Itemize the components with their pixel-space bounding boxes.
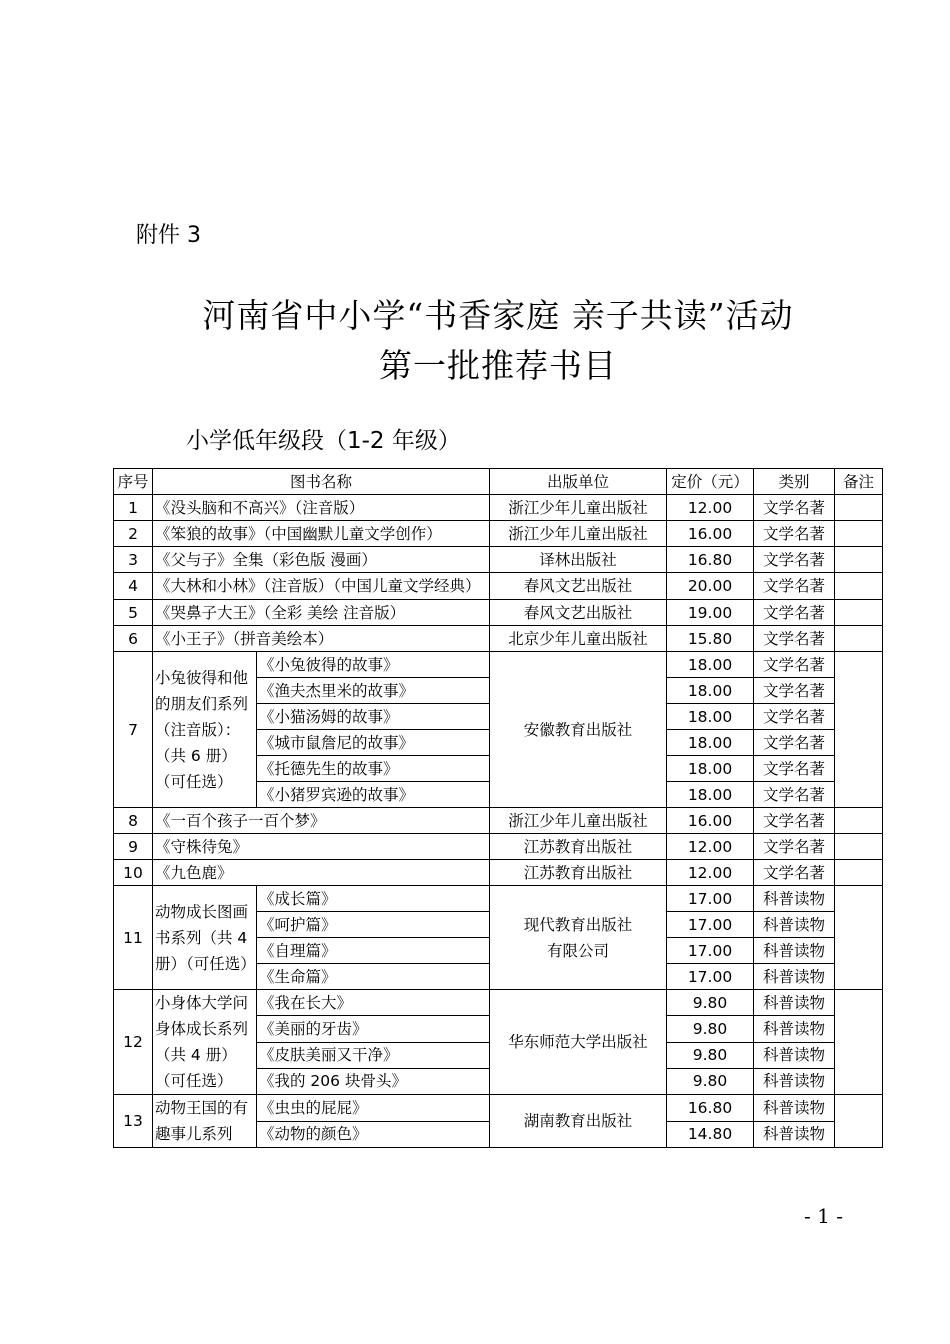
price: 19.00: [667, 600, 754, 626]
price: 17.00: [667, 938, 754, 964]
price: 12.00: [667, 860, 754, 886]
row-no: 3: [114, 547, 153, 573]
category: 科普读物: [754, 964, 835, 990]
row-no: 6: [114, 626, 153, 652]
category: 文学名著: [754, 782, 835, 808]
price: 17.00: [667, 964, 754, 990]
table-row: [114, 573, 883, 600]
category: 文学名著: [754, 678, 835, 704]
category: 科普读物: [754, 990, 835, 1016]
book-title: 《哭鼻子大王》（全彩 美绘 注音版）: [153, 600, 490, 626]
category: 科普读物: [754, 1042, 835, 1068]
note: [835, 860, 883, 886]
category: 科普读物: [754, 912, 835, 938]
book-title: 《虫虫的屁屁》: [257, 1095, 490, 1122]
category: 文学名著: [754, 730, 835, 756]
book-title: 《小王子》（拼音美绘本）: [153, 626, 490, 652]
category: 文学名著: [754, 573, 835, 600]
table-row: [114, 1095, 883, 1122]
category: 文学名著: [754, 652, 835, 678]
document-title-line2: 第一批推荐书目: [379, 346, 617, 385]
book-title: 《生命篇》: [257, 964, 490, 990]
page-number: - 1 -: [804, 1204, 843, 1228]
book-list-table: [113, 468, 883, 1148]
book-title: 《大林和小林》（注音版）（中国儿童文学经典）: [153, 573, 490, 600]
note: [835, 886, 883, 990]
header-publisher: 出版单位: [490, 469, 667, 495]
section-heading: 小学低年级段（1-2 年级）: [186, 428, 461, 454]
category: 文学名著: [754, 808, 835, 834]
header-price: 定价（元）: [667, 469, 754, 495]
table-row: [114, 860, 883, 886]
note: [835, 834, 883, 860]
row-no: 8: [114, 808, 153, 834]
category: 文学名著: [754, 860, 835, 886]
book-title: 《自理篇》: [257, 938, 490, 964]
note: [835, 652, 883, 808]
header-title: 图书名称: [153, 469, 490, 495]
document-title-line1: 河南省中小学“书香家庭 亲子共读”活动: [202, 296, 794, 335]
row-no: 7: [114, 652, 153, 808]
row-no: 1: [114, 495, 153, 521]
category: 文学名著: [754, 547, 835, 573]
book-title: 《没头脑和不高兴》（注音版）: [153, 495, 490, 521]
book-title: 《我在长大》: [257, 990, 490, 1016]
table-row: [114, 652, 883, 678]
publisher: 译林出版社: [490, 547, 667, 573]
book-title: 《动物的颜色》: [257, 1121, 490, 1148]
price: 9.80: [667, 1042, 754, 1068]
book-title: 《城市鼠詹尼的故事》: [257, 730, 490, 756]
category: 文学名著: [754, 704, 835, 730]
category: 文学名著: [754, 756, 835, 782]
row-no: 4: [114, 573, 153, 600]
note: [835, 495, 883, 521]
price: 17.00: [667, 912, 754, 938]
publisher-line2: 有限公司: [546, 941, 609, 960]
price: 16.00: [667, 521, 754, 547]
table-row: [114, 886, 883, 912]
book-title: 《九色鹿》: [153, 860, 490, 886]
book-title: 《成长篇》: [257, 886, 490, 912]
publisher: 浙江少年儿童出版社: [490, 495, 667, 521]
attachment-label: 附件 3: [136, 223, 201, 248]
price: 18.00: [667, 678, 754, 704]
publisher: 江苏教育出版社: [490, 860, 667, 886]
price: 16.00: [667, 808, 754, 834]
note: [835, 808, 883, 834]
row-no: 10: [114, 860, 153, 886]
publisher: 华东师范大学出版社: [490, 990, 667, 1095]
series-name: 动物王国的有趣事儿系列: [153, 1095, 257, 1148]
table-row: [114, 547, 883, 573]
book-title: 《笨狼的故事》（中国幽默儿童文学创作）: [153, 521, 490, 547]
publisher: 安徽教育出版社: [490, 652, 667, 808]
book-title: 《托德先生的故事》: [257, 756, 490, 782]
category: 科普读物: [754, 1121, 835, 1148]
publisher: 江苏教育出版社: [490, 834, 667, 860]
note: [835, 521, 883, 547]
category: 文学名著: [754, 626, 835, 652]
publisher: 浙江少年儿童出版社: [490, 808, 667, 834]
category: 科普读物: [754, 886, 835, 912]
table-row: [114, 990, 883, 1016]
price: 16.80: [667, 547, 754, 573]
book-title: 《守株待兔》: [153, 834, 490, 860]
row-no: 9: [114, 834, 153, 860]
table-row: [114, 600, 883, 626]
price: 18.00: [667, 704, 754, 730]
book-title: 《呵护篇》: [257, 912, 490, 938]
row-no: 13: [114, 1095, 153, 1148]
category: 科普读物: [754, 1016, 835, 1042]
category: 科普读物: [754, 1068, 835, 1094]
publisher-line1: 现代教育出版社: [523, 915, 633, 934]
category: 文学名著: [754, 495, 835, 521]
price: 14.80: [667, 1121, 754, 1148]
category: 科普读物: [754, 938, 835, 964]
series-name: 小身体大学问身体成长系列（共 4 册）（可任选）: [153, 990, 257, 1095]
book-title: 《美丽的牙齿》: [257, 1016, 490, 1042]
price: 12.00: [667, 495, 754, 521]
table-row: [114, 495, 883, 521]
category: 文学名著: [754, 834, 835, 860]
note: [835, 547, 883, 573]
publisher: 浙江少年儿童出版社: [490, 521, 667, 547]
price: 12.00: [667, 834, 754, 860]
header-no: 序号: [114, 469, 153, 495]
row-no: 2: [114, 521, 153, 547]
publisher: 北京少年儿童出版社: [490, 626, 667, 652]
publisher: 春风文艺出版社: [490, 573, 667, 600]
book-title: 《皮肤美丽又干净》: [257, 1042, 490, 1068]
row-no: 11: [114, 886, 153, 990]
book-title: 《小猫汤姆的故事》: [257, 704, 490, 730]
price: 17.00: [667, 886, 754, 912]
table-row: [114, 521, 883, 547]
publisher: [490, 886, 667, 990]
series-name: 小兔彼得和他的朋友们系列（注音版）：（共 6 册）（可任选）: [153, 652, 257, 808]
note: [835, 600, 883, 626]
price: 9.80: [667, 1068, 754, 1094]
book-title: 《一百个孩子一百个梦》: [153, 808, 490, 834]
book-title: 《我的 206 块骨头》: [257, 1068, 490, 1094]
category: 文学名著: [754, 521, 835, 547]
row-no: 12: [114, 990, 153, 1095]
book-title: 《父与子》全集（彩色版 漫画）: [153, 547, 490, 573]
price: 18.00: [667, 756, 754, 782]
header-category: 类别: [754, 469, 835, 495]
note: [835, 573, 883, 600]
note: [835, 1095, 883, 1148]
price: 9.80: [667, 990, 754, 1016]
row-no: 5: [114, 600, 153, 626]
price: 16.80: [667, 1095, 754, 1122]
category: 科普读物: [754, 1095, 835, 1122]
price: 18.00: [667, 730, 754, 756]
book-title: 《小猪罗宾逊的故事》: [257, 782, 490, 808]
book-title: 《渔夫杰里米的故事》: [257, 678, 490, 704]
price: 18.00: [667, 652, 754, 678]
table-row: [114, 808, 883, 834]
table-header-row: [114, 469, 883, 495]
table-row: [114, 626, 883, 652]
note: [835, 626, 883, 652]
note: [835, 990, 883, 1095]
price: 9.80: [667, 1016, 754, 1042]
price: 20.00: [667, 573, 754, 600]
price: 15.80: [667, 626, 754, 652]
series-name: 动物成长图画书系列（共 4 册）（可任选）: [153, 886, 257, 990]
price: 18.00: [667, 782, 754, 808]
category: 文学名著: [754, 600, 835, 626]
table-row: [114, 834, 883, 860]
publisher: 湖南教育出版社: [490, 1095, 667, 1148]
publisher: 春风文艺出版社: [490, 600, 667, 626]
book-title: 《小兔彼得的故事》: [257, 652, 490, 678]
header-note: 备注: [835, 469, 883, 495]
